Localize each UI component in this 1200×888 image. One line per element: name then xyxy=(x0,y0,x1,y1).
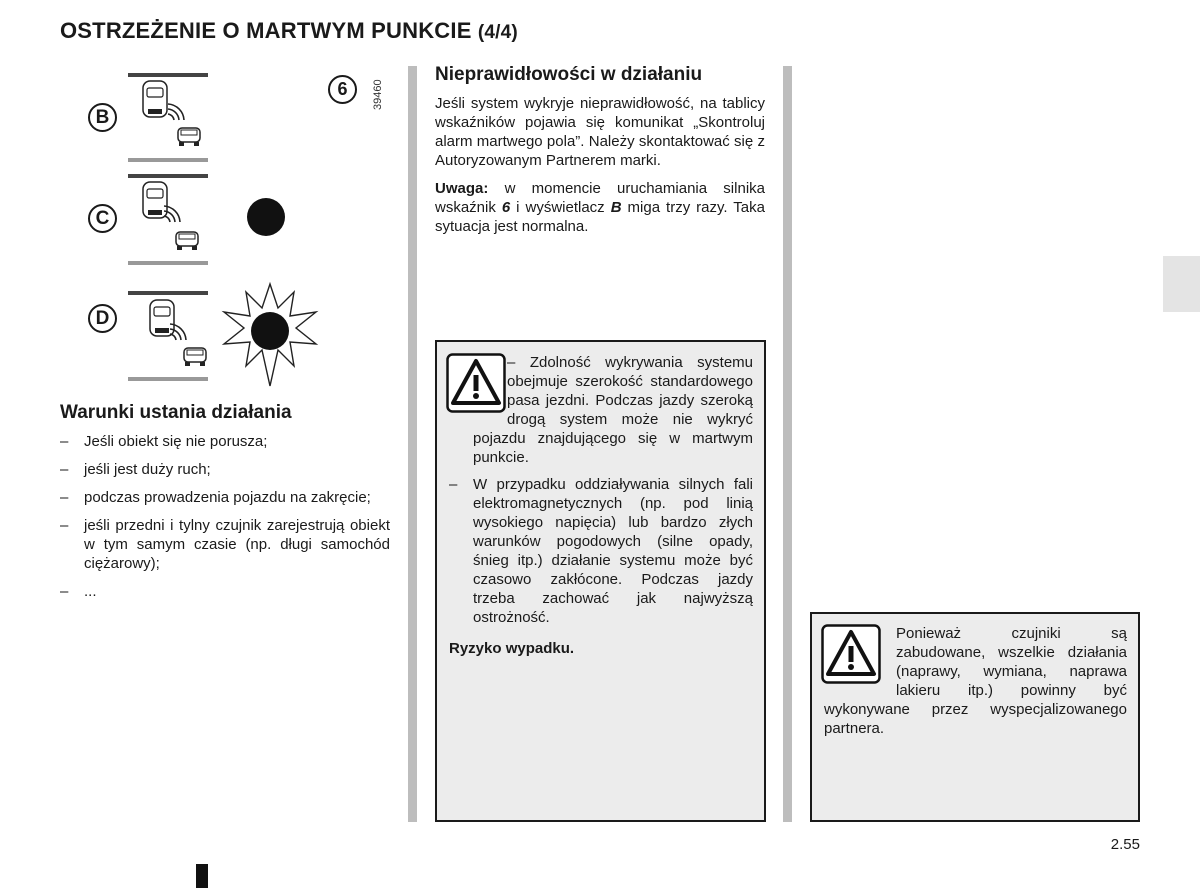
warning-box-detection xyxy=(435,340,766,822)
stop-conditions-heading: Warunki ustania działania xyxy=(60,402,292,423)
warning-box-detection-text xyxy=(449,353,753,658)
other-car-icon xyxy=(184,348,206,366)
note-label: Uwaga: xyxy=(435,180,489,197)
note-text-b: i wyświetlacz xyxy=(510,199,611,216)
other-car-icon xyxy=(176,232,198,250)
warning-para-1-dash: – xyxy=(507,354,516,371)
own-car-icon xyxy=(143,81,167,117)
warning-para-1-text: Zdolność wykrywania systemu obejmuje szerokość standardowego pasa jezdni. Podczas jazdy szeroką drogą system może nie wykryć pojazdu znajdującego się w martwym punkcie. xyxy=(473,354,753,466)
list-item: – ... xyxy=(60,582,390,601)
column-divider-left xyxy=(408,66,417,822)
page-number: 2.55 xyxy=(1110,836,1140,853)
accident-risk-label: Ryzyko wypadku. xyxy=(449,640,575,657)
list-item: – Jeśli obiekt się nie porusza; xyxy=(60,432,390,451)
panel-d-scene xyxy=(128,284,316,386)
list-item: – jeśli przedni i tylny czujnik zarejestrują obiekt w tym samym czasie (np. długi samochód ciężarowy); xyxy=(60,516,390,573)
note-paragraph xyxy=(435,179,765,236)
own-car-icon xyxy=(150,300,174,336)
warning-indicator-solid-icon xyxy=(247,198,285,236)
list-item: – jeśli jest duży ruch; xyxy=(60,460,390,479)
warning-para-2-dash: – xyxy=(449,476,458,493)
callout-marker: 6 xyxy=(328,75,357,104)
panel-letter-c: C xyxy=(88,204,117,233)
list-item: – podczas prowadzenia pojazdu na zakręcie; xyxy=(60,488,390,507)
warning-box-sensors xyxy=(810,612,1140,822)
sensors-warning-text: Ponieważ czujniki są zabudowane, wszelkie działania (naprawy, wymiana, naprawa lakieru itp.) powinny być wykonywane przez wyspecjalizowanego partnera. xyxy=(824,625,1127,737)
warning-para-2 xyxy=(449,475,753,627)
radar-waves-icon xyxy=(168,104,184,120)
page-title xyxy=(60,18,518,44)
page-title-suffix: (4/4) xyxy=(477,22,518,43)
panel-letter-b: B xyxy=(88,103,117,132)
print-mark xyxy=(196,864,208,888)
page-title-text: OSTRZEŻENIE O MARTWYM PUNKCIE xyxy=(60,18,472,43)
warning-para-2-text: W przypadku oddziaływania silnych fali elektromagnetycznych (np. pod linią wysokiego napięcia) lub bardzo złych warunków pogodowych (silne opady, śnieg itp.) działanie systemu może być czasowo zakłócone. Podczas jazdy trzeba zachować jak najwyższą ostrożność. xyxy=(473,476,753,626)
panel-letter-d: D xyxy=(88,304,117,333)
note-ref-display: B xyxy=(610,199,622,216)
chapter-tab xyxy=(1163,256,1200,312)
panel-b-scene xyxy=(128,75,208,160)
note-ref-indicator: 6 xyxy=(501,199,511,216)
warning-box-sensors-text xyxy=(824,624,1127,738)
other-car-icon xyxy=(178,128,200,146)
figure-code: 39460 xyxy=(372,79,384,110)
own-car-icon xyxy=(143,182,167,218)
warning-indicator-flashing-icon xyxy=(224,284,316,386)
blind-spot-diagram xyxy=(80,66,400,396)
blind-spot-illustration xyxy=(80,66,400,396)
malfunction-section xyxy=(435,64,765,245)
panel-c-scene xyxy=(128,176,285,263)
note-text-c: miga trzy razy. Taka sytuacja jest normalna. xyxy=(435,199,765,235)
warning-para-1 xyxy=(449,353,753,467)
stop-conditions-list xyxy=(60,432,390,610)
note-text-a: w momencie uruchamiania silnika wskaźnik xyxy=(435,180,765,216)
column-divider-right xyxy=(783,66,792,822)
malfunction-paragraph: Jeśli system wykryje nieprawidłowość, na tablicy wskaźników pojawia się komunikat „Skontroluj alarm martwego pola”. Należy skontaktować się z Autoryzowanym Partnerem marki. xyxy=(435,95,765,169)
malfunction-heading: Nieprawidłowości w działaniu xyxy=(435,64,703,85)
